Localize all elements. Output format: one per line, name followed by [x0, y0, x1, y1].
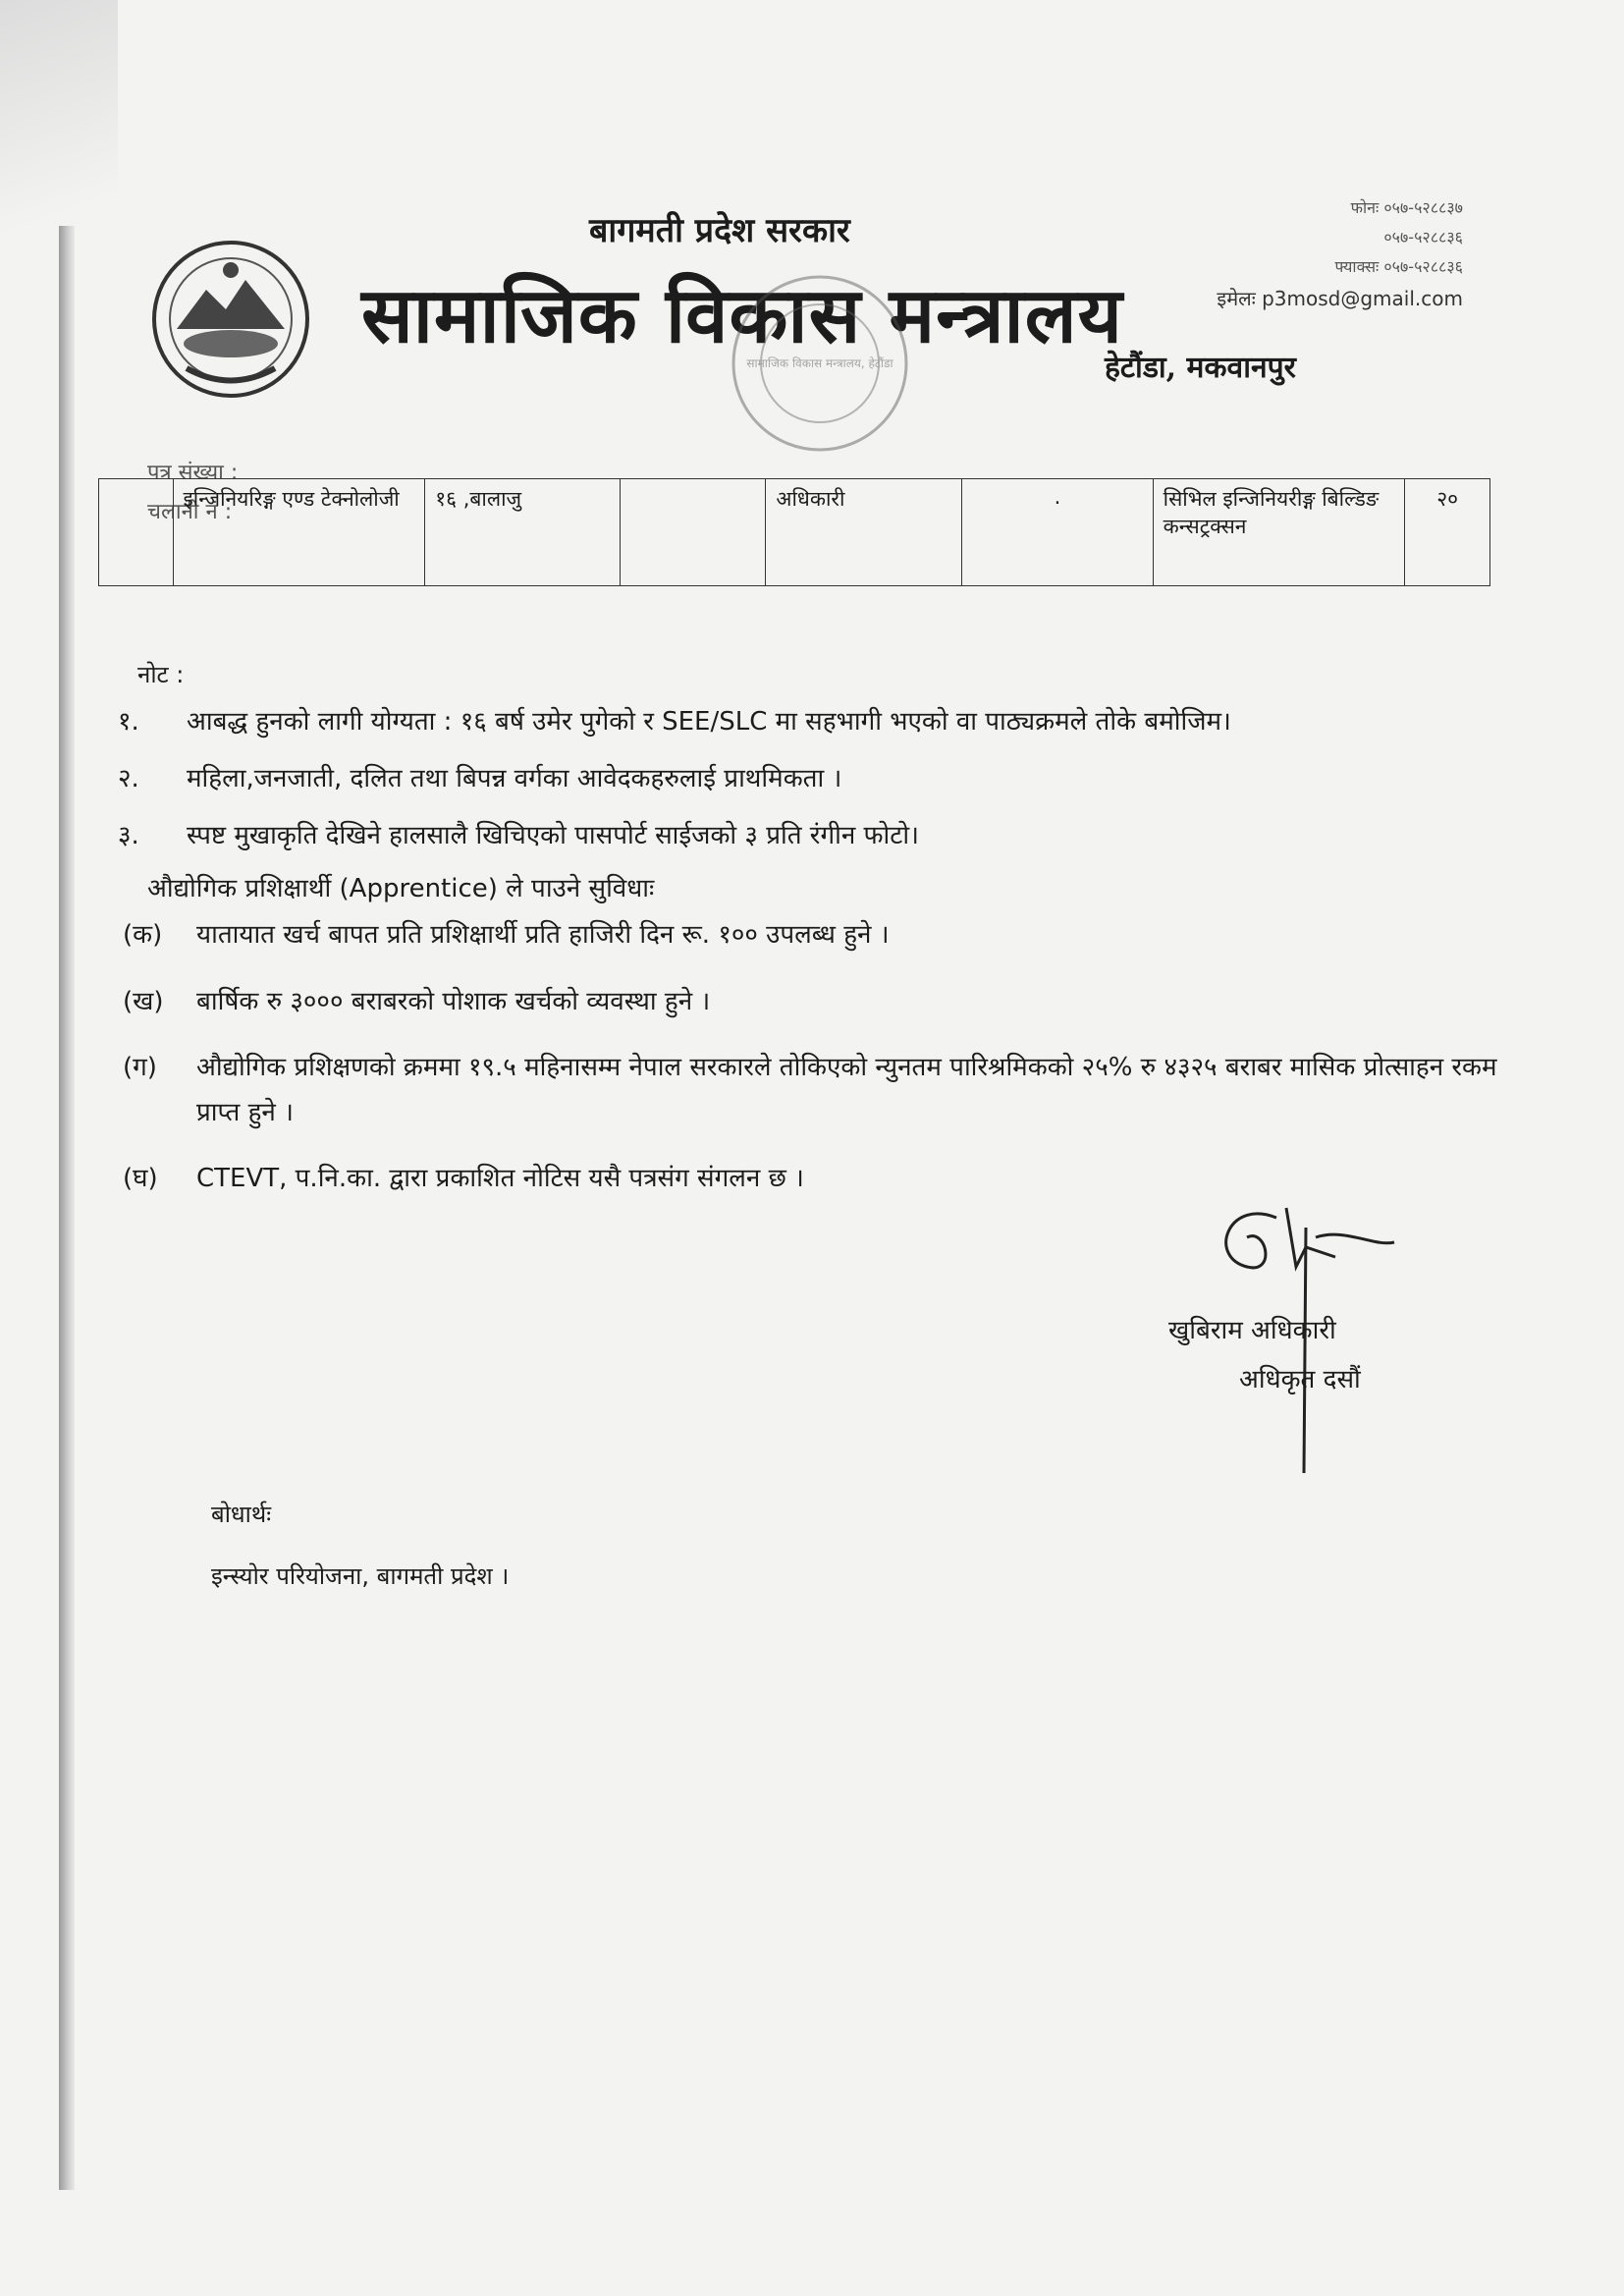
phone-1: फोनः ०५७-५२८८३७	[1350, 198, 1463, 217]
note-text: महिला,जनजाती, दलित तथा बिपन्न वर्गका आवेदकहरुलाई प्राथमिकता ।	[187, 764, 842, 793]
list-item	[118, 702, 1492, 738]
nepal-emblem-icon	[147, 236, 314, 403]
table-row	[99, 479, 1490, 586]
benefits-heading: औद्योगिक प्रशिक्षार्थी (Apprentice) ले पाउने सुविधाः	[147, 874, 655, 903]
list-item	[118, 816, 1492, 851]
table-cell	[99, 479, 174, 586]
note-text: स्पष्ट मुखाकृति देखिने हालसालै खिचिएको पासपोर्ट साईजको ३ प्रति रंगीन फोटो।	[187, 821, 919, 850]
table-cell: इन्जिनियरिङ्ग एण्ड टेक्नोलोजी	[173, 479, 425, 586]
email: इमेलः p3mosd@gmail.com	[1217, 287, 1463, 310]
list-item	[123, 980, 1517, 1025]
note-number: २.	[118, 764, 139, 793]
cc-recipient: इन्स्योर परियोजना, बागमती प्रदेश ।	[211, 1562, 510, 1590]
benefit-text: औद्योगिक प्रशिक्षणको क्रममा १९.५ महिनासम्म नेपाल सरकारले तोकिएको न्युनतम पारिश्रमिकको २५% रु ४३२५ बराबर मासिक प्रोत्साहन रकम प्राप्त हुने ।	[196, 1053, 1497, 1127]
notes-heading: नोट :	[137, 661, 185, 688]
note-number: १.	[118, 707, 139, 737]
stamp-text: सामाजिक विकास मन्त्रालय, हेटौंडा	[746, 356, 893, 370]
benefit-text: यातायात खर्च बापत प्रति प्रशिक्षार्थी प्रति हाजिरी दिन रू. १०० उपलब्ध हुने ।	[196, 920, 890, 950]
benefit-text: बार्षिक रु ३००० बराबरको पोशाक खर्चको व्यवस्था हुने ।	[196, 986, 711, 1016]
benefit-label: (ख)	[123, 986, 164, 1016]
benefit-text: CTEVT, प.नि.का. द्वारा प्रकाशित नोटिस यसै पत्रसंग संगलन छ ।	[196, 1164, 804, 1193]
ministry-name: सामाजिक विकास मन्त्रालय	[361, 271, 1123, 360]
benefits-list	[123, 913, 1517, 1224]
signatory-title: अधिकृत दसौं	[1239, 1365, 1361, 1394]
note-number: ३.	[118, 821, 139, 850]
scan-edge-shadow	[59, 226, 75, 2190]
office-address: हेटौंडा, मकवानपुर	[1105, 351, 1296, 385]
table-cell	[621, 479, 766, 586]
program-listing-table	[98, 478, 1490, 586]
note-text: आबद्ध हुनको लागी योग्यता : १६ बर्ष उमेर पुगेको र SEE/SLC मा सहभागी भएको वा पाठ्यक्रमले तोके बमोजिम।	[187, 707, 1231, 737]
table-cell: अधिकारी	[766, 479, 962, 586]
government-name: बागमती प्रदेश सरकार	[589, 211, 850, 250]
list-item	[123, 1046, 1517, 1135]
list-item	[118, 759, 1492, 794]
benefit-label: (ग)	[123, 1053, 157, 1082]
signatory-name: खुबिराम अधिकारी	[1168, 1316, 1336, 1345]
table-cell: सिभिल इन्जिनियरीङ्ग बिल्डिङ कन्सट्रक्सन	[1153, 479, 1405, 586]
list-item	[123, 913, 1517, 958]
cc-heading: बोधार्थः	[211, 1501, 272, 1528]
notes-list	[118, 702, 1492, 873]
table-cell: २०	[1405, 479, 1490, 586]
benefit-label: (घ)	[123, 1164, 158, 1193]
contact-block	[1188, 196, 1463, 319]
fax: फ्याक्सः ०५७-५२८८३६	[1334, 257, 1463, 276]
office-stamp	[717, 265, 923, 462]
table-cell: १६ ,बालाजु	[425, 479, 621, 586]
phone-2: ०५७-५२८८३६	[1383, 228, 1463, 246]
table-cell: .	[962, 479, 1153, 586]
dispatch-number-label: चलानी नं :	[147, 500, 233, 524]
benefit-label: (क)	[123, 920, 163, 950]
letter-number-label: पत्र संख्या :	[147, 461, 239, 485]
